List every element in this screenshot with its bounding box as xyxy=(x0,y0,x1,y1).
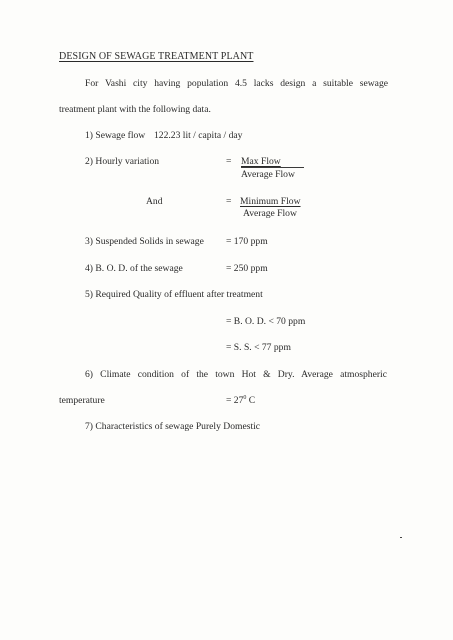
sewage-flow-label: 1) Sewage flow xyxy=(85,130,146,141)
and-label: And xyxy=(146,196,163,207)
max-flow-denominator: Average Flow xyxy=(241,169,295,180)
sewage-flow-value: 122.23 lit / capita / day xyxy=(154,130,243,141)
bod-value: = 250 ppm xyxy=(226,263,268,274)
min-flow-numerator: Minimum Flow xyxy=(240,196,301,207)
temperature-value xyxy=(226,395,255,407)
climate-line-1: 6) Climate condition of the town Hot & Dry. Average atmospheric xyxy=(85,369,387,380)
suspended-solids-value: = 170 ppm xyxy=(226,236,268,247)
min-flow-equals: = xyxy=(226,196,232,207)
intro-line-2: treatment plant with the following data. xyxy=(59,104,211,115)
effluent-quality-label: 5) Required Quality of effluent after treatment xyxy=(85,289,263,300)
max-flow-equals: = xyxy=(226,156,232,167)
temperature-label: temperature xyxy=(59,395,105,406)
effluent-ss-limit: = S. S. < 77 ppm xyxy=(226,342,291,353)
effluent-bod-limit: = B. O. D. < 70 ppm xyxy=(226,316,306,327)
max-flow-rule xyxy=(241,167,304,168)
intro-line-1: For Vashi city having population 4.5 lacks design a suitable sewage xyxy=(85,78,388,89)
bod-label: 4) B. O. D. of the sewage xyxy=(85,263,183,274)
ink-speck xyxy=(400,537,402,538)
temperature-number: = 27 xyxy=(226,395,244,406)
hourly-variation-label: 2) Hourly variation xyxy=(85,156,160,167)
characteristics-label: 7) Characteristics of sewage Purely Domestic xyxy=(85,421,261,432)
suspended-solids-label: 3) Suspended Solids in sewage xyxy=(85,236,204,247)
degree-superscript: 0 xyxy=(243,395,247,401)
page-title: DESIGN OF SEWAGE TREATMENT PLANT xyxy=(59,51,254,62)
temperature-unit: C xyxy=(246,395,256,406)
min-flow-denominator: Average Flow xyxy=(243,208,297,219)
max-flow-numerator: Max Flow xyxy=(241,156,281,167)
